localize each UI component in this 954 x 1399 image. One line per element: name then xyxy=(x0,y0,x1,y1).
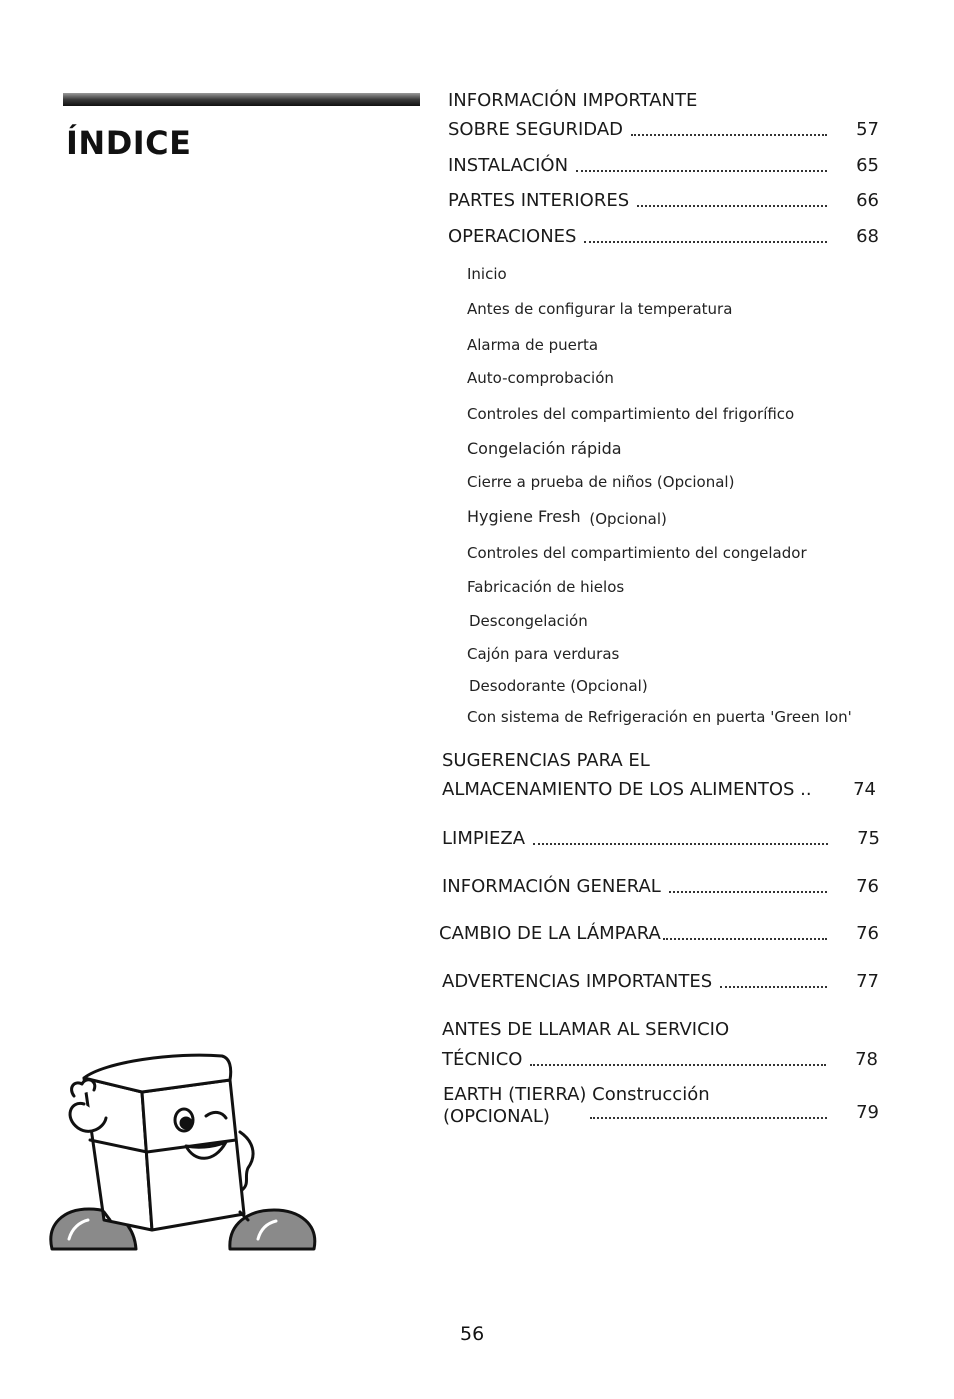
toc-earth-page: 79 xyxy=(856,1102,879,1123)
toc-subitem[interactable]: Controles del compartimiento del congelador xyxy=(467,544,807,562)
toc-storage-page: 74 xyxy=(853,779,876,800)
toc-earth-label: (OPCIONAL) xyxy=(443,1106,550,1127)
toc-subitem[interactable]: Antes de configurar la temperatura xyxy=(467,300,733,318)
toc-subitem[interactable]: Descongelación xyxy=(469,612,588,630)
toc-warnings-page: 77 xyxy=(856,971,879,992)
toc-subitem[interactable]: Cajón para verduras xyxy=(467,645,620,663)
toc-entry-general[interactable] xyxy=(442,876,879,897)
toc-subitem[interactable]: Fabricación de hielos xyxy=(467,578,625,596)
toc-general-label: INFORMACIÓN GENERAL xyxy=(442,876,661,897)
toc-subitem[interactable]: Cierre a prueba de niños (Opcional) xyxy=(467,473,735,491)
toc-service-label: TÉCNICO xyxy=(442,1049,523,1070)
leader-dots xyxy=(669,891,827,893)
toc-subitem-hygiene-suffix: (Opcional) xyxy=(589,510,667,528)
toc-subitem[interactable]: Alarma de puerta xyxy=(467,336,599,354)
toc-entry-lamp[interactable] xyxy=(439,923,879,944)
toc-lamp-label: CAMBIO DE LA LÁMPARA xyxy=(439,923,661,944)
toc-installation-label: INSTALACIÓN xyxy=(448,155,569,176)
fridge-mascot-illustration xyxy=(44,1044,324,1259)
leader-dots xyxy=(590,1117,827,1119)
toc-subitem[interactable]: Con sistema de Refrigeración en puerta 'Green Ion' xyxy=(467,708,852,726)
page-number: 56 xyxy=(460,1323,485,1345)
leader-dots xyxy=(631,134,827,136)
toc-entry-installation[interactable] xyxy=(448,155,879,176)
toc-cleaning-label: LIMPIEZA xyxy=(442,828,526,849)
toc-parts-label: PARTES INTERIORES xyxy=(448,190,630,211)
toc-subitem-hygiene-label: Hygiene Fresh xyxy=(467,507,581,526)
header-rule xyxy=(63,93,420,106)
toc-installation-page: 65 xyxy=(856,155,879,176)
toc-lamp-page: 76 xyxy=(856,923,879,944)
toc-entry-operations[interactable] xyxy=(448,226,879,247)
toc-entry-cleaning[interactable] xyxy=(442,828,880,849)
toc-cleaning-page: 75 xyxy=(857,828,880,849)
leader-dots xyxy=(720,986,827,988)
leader-dots xyxy=(530,1064,826,1066)
page-title: ÍNDICE xyxy=(66,124,192,162)
toc-subitem[interactable]: Congelación rápida xyxy=(467,439,622,458)
toc-operations-page: 68 xyxy=(856,226,879,247)
toc-entry-storage[interactable] xyxy=(442,779,876,800)
toc-general-page: 76 xyxy=(856,876,879,897)
toc-subitem[interactable]: Desodorante (Opcional) xyxy=(469,677,648,695)
leader-dots xyxy=(663,938,827,940)
toc-service-line1: ANTES DE LLAMAR AL SERVICIO xyxy=(442,1019,730,1040)
toc-entry-safety[interactable] xyxy=(448,119,879,140)
leader-dots xyxy=(637,205,827,207)
toc-storage-label: ALMACENAMIENTO DE LOS ALIMENTOS .. xyxy=(442,779,812,800)
toc-entry-parts[interactable] xyxy=(448,190,879,211)
toc-safety-label: SOBRE SEGURIDAD xyxy=(448,119,623,140)
leader-dots xyxy=(533,843,828,845)
leader-dots xyxy=(584,241,827,243)
toc-warnings-label: ADVERTENCIAS IMPORTANTES xyxy=(442,971,713,992)
leader-dots xyxy=(576,170,827,172)
toc-subitem[interactable]: Inicio xyxy=(467,265,507,283)
toc-subitem[interactable]: Controles del compartimiento del frigorífico xyxy=(467,405,795,423)
toc-parts-page: 66 xyxy=(856,190,879,211)
toc-earth-line1: EARTH (TIERRA) Construcción xyxy=(443,1084,710,1105)
toc-subitem[interactable]: Auto-comprobación xyxy=(467,369,614,387)
toc-safety-page: 57 xyxy=(856,119,879,140)
toc-operations-label: OPERACIONES xyxy=(448,226,577,247)
toc-subitem-hygiene[interactable] xyxy=(467,507,667,526)
toc-entry-earth[interactable] xyxy=(443,1102,879,1127)
toc-safety-line1: INFORMACIÓN IMPORTANTE xyxy=(448,90,698,111)
toc-storage-line1: SUGERENCIAS PARA EL xyxy=(442,750,650,771)
toc-entry-service[interactable] xyxy=(442,1049,878,1070)
toc-service-page: 78 xyxy=(855,1049,878,1070)
toc-entry-warnings[interactable] xyxy=(442,971,879,992)
